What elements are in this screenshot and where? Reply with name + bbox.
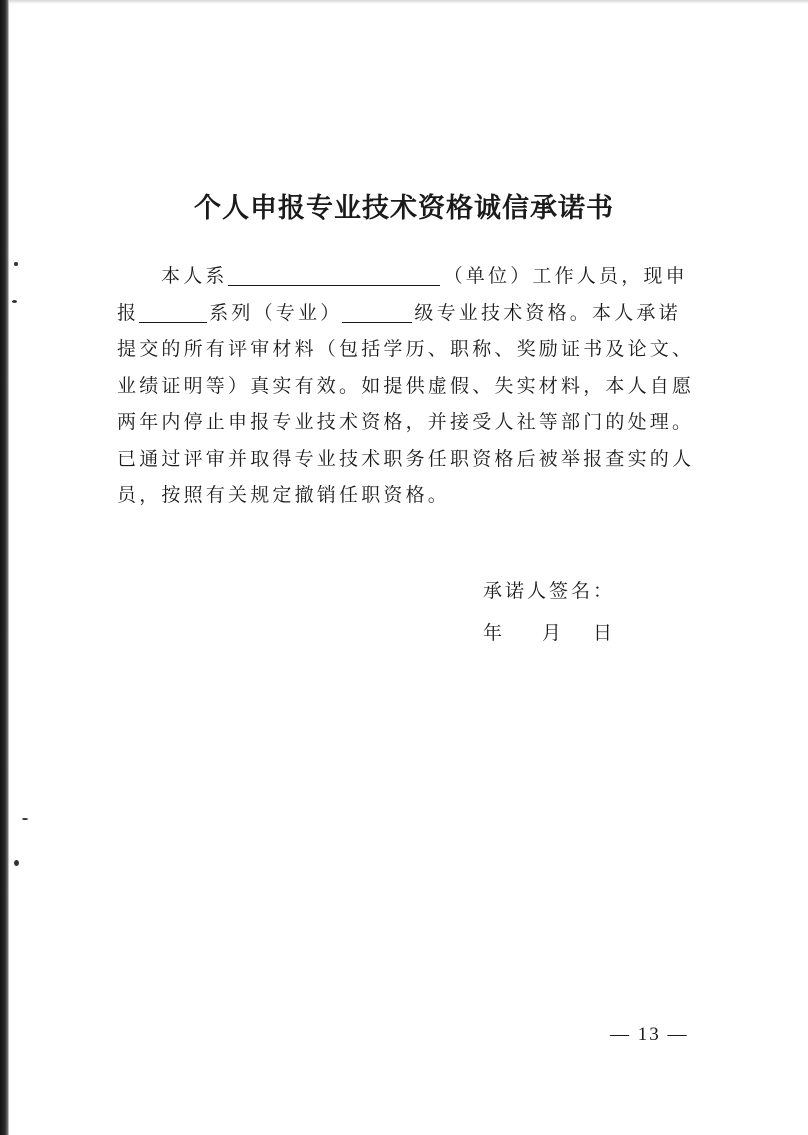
- date-day: 日: [593, 622, 613, 644]
- page-number: — 13 —: [610, 1024, 689, 1045]
- body-line-5: 两年内停止申报专业技术资格，并接受人社等部门的处理。: [117, 411, 695, 433]
- date-year: 年: [483, 622, 503, 644]
- body-line-3: 提交的所有评审材料（包括学历、职称、奖励证书及论文、: [117, 338, 695, 360]
- body-line-1: 本人系 （单位）工作人员，现申: [161, 265, 688, 287]
- scan-top-edge: [0, 0, 808, 4]
- scan-speck: [12, 300, 17, 303]
- document-title: 个人申报专业技术资格诚信承诺书: [194, 193, 614, 224]
- body-line-2: 报 系列（专业） 级专业技术资格。本人承诺: [117, 301, 681, 324]
- scan-left-edge: [0, 0, 9, 1135]
- series-blank-field: [139, 300, 207, 323]
- level-blank-field: [342, 300, 412, 323]
- signature-label: 承诺人签名：: [483, 580, 616, 602]
- date-line: [483, 618, 612, 645]
- body-line-7: 员，按照有关规定撤销任职资格。: [117, 484, 451, 506]
- unit-blank-field: [228, 263, 440, 286]
- date-month: 月: [542, 622, 562, 644]
- body-line-6: 已通过评审并取得专业技术职务任职资格后被举报查实的人: [117, 447, 695, 470]
- scan-speck: [22, 818, 28, 820]
- scan-speck: [14, 262, 18, 266]
- body-line-4: 业绩证明等）真实有效。如提供虚假、失实材料，本人自愿: [117, 374, 695, 397]
- scan-speck: [14, 860, 19, 866]
- commitment-body: [117, 258, 711, 514]
